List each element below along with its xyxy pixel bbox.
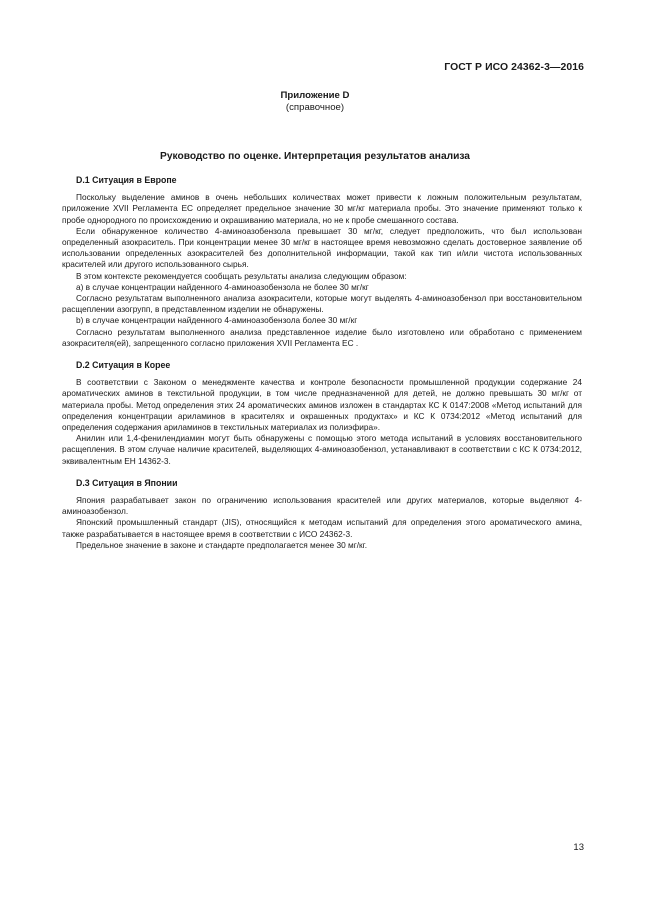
paragraph: Предельное значение в законе и стандарте предполагается менее 30 мг/кг. [76,539,367,550]
section-heading-japan: D.3 Ситуация в Японии [76,477,178,488]
annex-subtitle: (справочное) [285,102,345,113]
page-number: 13 [573,842,584,853]
paragraph: Японский промышленный стандарт (JIS), относящийся к методам испытаний для определения этого ароматического амина, также разрабатывается в настоящее время в соответствии с ИСО 24362-3. [62,517,582,539]
document-title: Руководство по оценке. Интерпретация результатов анализа [160,151,470,162]
paragraph: В этом контексте рекомендуется сообщать результаты анализа следующим образом: [76,270,407,281]
list-item: b) в случае концентрации найденного 4-аминоазобензола более 30 мг/кг [76,315,358,326]
section-heading-europe: D.1 Ситуация в Европе [76,175,177,185]
paragraph: Поскольку выделение аминов в очень небольших количествах может привести к ложным положительным результатам, приложение XVII Регламента ЕС определяет предельное значение 30 мг/кг материала пробы. Это значение применяют только к пробе однородного по происхождению и окрашиванию материала, но не к пробе смешанного состава. [62,192,582,225]
paragraph: Анилин или 1,4-фенилендиамин могут быть обнаружены с помощью этого метода испытаний в условиях восстановительного расщепления. В этом случае наличие красителей, выделяющих 4-аминоазобензол, устанавливают в соответствии с КС К 0734:2012, эквивалентным ЕН 14362-3. [62,433,582,466]
paragraph: Согласно результатам выполненного анализа представленное изделие было изготовлено или обработано с применением азокрасителя(ей), запрещенного согласно приложения XVII Регламента ЕС . [62,326,582,348]
list-item: a) в случае концентрации найденного 4-аминоазобензола не более 30 мг/кг [76,281,369,292]
paragraph: Согласно результатам выполненного анализа азокрасители, которые могут выделять 4-аминоазобензол при восстановительном расщеплении азогрупп, в представленном изделии не обнаружены. [62,293,582,315]
standard-designation: ГОСТ Р ИСО 24362-3—2016 [444,62,584,73]
section-spacer [62,467,582,475]
section-spacer [62,349,582,357]
paragraph: Япония разрабатывает закон по ограничению использования красителей или других материалов, которые выделяют 4-аминоазобензол. [62,495,582,517]
section-heading-korea: D.2 Ситуация в Корее [76,360,171,371]
annex-heading [0,90,630,114]
document-body [62,172,582,551]
paragraph: В соответствии с Законом о менеджменте качества и контроле безопасности промышленной продукции содержание 24 ароматических аминов в текстильной продукции, в том числе предназначенной для детей, не должно превышать 30 мг/кг от материала пробы. Метод определения этих 24 ароматических аминов изложен в стандартах КС К 0147:2008 «Метод испытаний для определения концентрации ариламинов в красителях и окрашенных продуктах» и КС К 0734:2012 «Метод испытаний для определения содержания ариламинов в текстильных материалах из полиэфира». [62,377,582,433]
paragraph: Если обнаруженное количество 4-аминоазобензола превышает 30 мг/кг, следует предположить, что был использован определенный азокраситель. При концентрации менее 30 мг/кг в настоящее время невозможно сделать достоверное заявление об использовании определенных азокрасителей без дополнительной информации, такой как тип и/или чистота использованных красителей или другого использованного сырья. [62,225,582,270]
annex-title: Приложение D [280,90,350,101]
